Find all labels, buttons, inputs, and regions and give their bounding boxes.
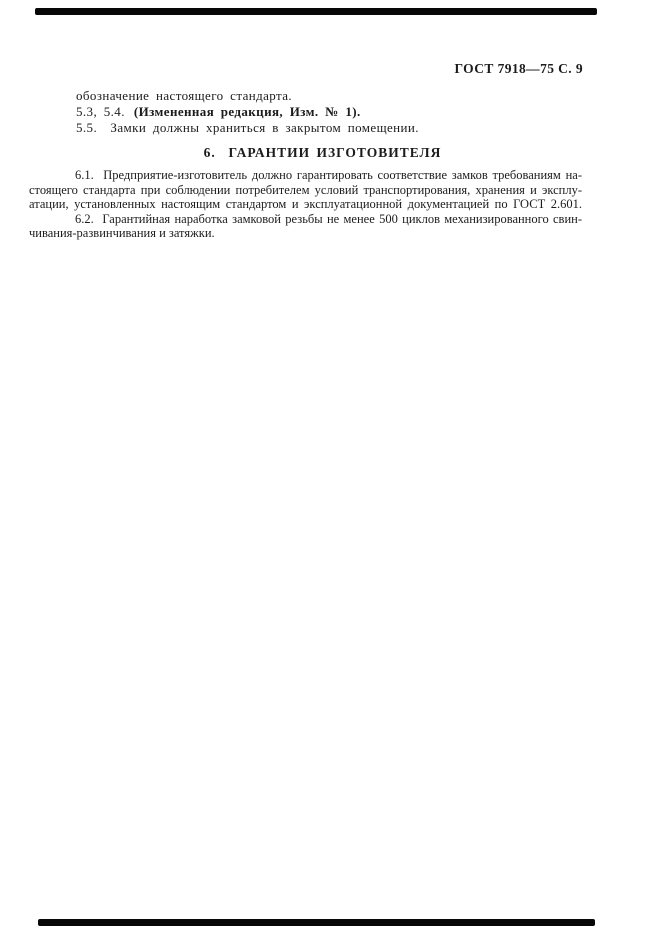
clause-6-2-line-1: 6.2. Гарантийная наработка замковой резьбы не менее 500 циклов механизированного свин-	[75, 211, 582, 226]
intro-block	[76, 88, 419, 136]
section-6-heading: 6. ГАРАНТИИ ИЗГОТОВИТЕЛЯ	[203, 145, 442, 160]
amendment-note: (Измененная редакция, Изм. № 1).	[133, 104, 361, 119]
clause-6-1-line-1: 6.1. Предприятие-изготовитель должно гарантировать соответствие замков требованиям на-	[75, 168, 582, 182]
clause-5-3-5-4-numbers: 5.3, 5.4.	[76, 104, 125, 119]
top-scan-artifact-bar	[35, 8, 597, 15]
bottom-scan-artifact-bar	[38, 919, 595, 926]
intro-continuation-line: обозначение настоящего стандарта.	[76, 88, 293, 103]
clause-6-2-line-2: чивания-развинчивания и затяжки.	[29, 226, 215, 240]
page-header: ГОСТ 7918—75 С. 9	[454, 61, 583, 76]
clause-5-5-line: 5.5. Замки должны храниться в закрытом помещении.	[76, 120, 419, 135]
section-6-body	[29, 168, 582, 241]
clause-6-1-line-3: атации, установленных настоящим стандартом и эксплуатационной документацией по ГОСТ 2.601.	[29, 197, 582, 211]
clause-5-3-5-4-line	[76, 104, 419, 120]
clause-6-1-line-2: стоящего стандарта при соблюдении потребителем условий транспортирования, хранения и эксплу-	[29, 182, 582, 197]
